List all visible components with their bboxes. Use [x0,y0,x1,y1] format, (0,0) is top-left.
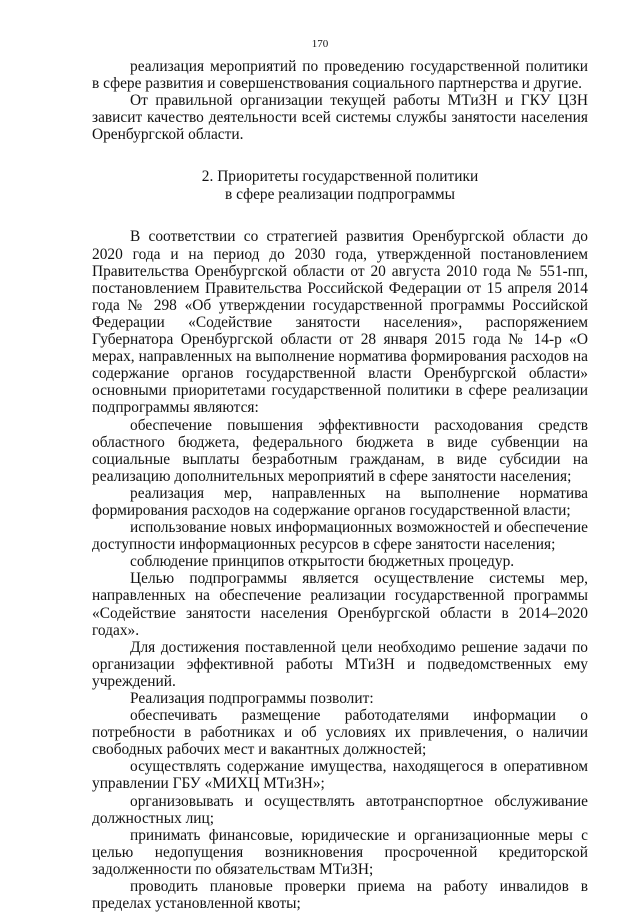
list-item: организовывать и осуществлять автотранспортное обслуживание должностных лиц; [92,792,588,827]
list-item: обеспечение повышения эффективности расходования средств областного бюджета, федерального бюджета в виде субвенции на социальные выплаты безработным гражданам, в виде субсидии на реализацию дополнительных мероприятий в сфере занятости населения; [92,416,588,485]
page-content [92,58,588,912]
list-item: реализация мер, направленных на выполнение норматива формирования расходов на содержание органов государственной власти; [92,484,588,519]
list-item: проводить плановые проверки приема на работу инвалидов в пределах установленной квоты; [92,878,588,912]
section-heading-line: в сфере реализации подпрограммы [225,186,455,204]
paragraph: От правильной организации текущей работы МТиЗН и ГКУ ЦЗН зависит качество деятельности всей системы службы занятости населения Оренбургской области. [92,92,588,144]
list-item: использование новых информационных возможностей и обеспечение доступности информационных ресурсов в сфере занятости населения; [92,519,588,554]
paragraph: Для достижения поставленной цели необходимо решение задачи по организации эффективной работы МТиЗН и подведомственных ему учреждений. [92,638,588,690]
paragraph: реализация мероприятий по проведению государственной политики в сфере развития и совершенствования социального партнерства и другие. [92,58,588,93]
section-heading-line: 2. Приоритеты государственной политики [201,168,479,186]
page-number: 170 [311,38,329,50]
list-item: принимать финансовые, юридические и организационные меры с целью недопущения возникновения просроченной кредиторской задолженности по обязательствам МТиЗН; [92,826,588,878]
list-item: обеспечивать размещение работодателями информации о потребности в работниках и об условиях их привлечения, о наличии свободных рабочих мест и вакантных должностей; [92,707,588,759]
paragraph: Целью подпрограммы является осуществление системы мер, направленных на обеспечение реализации государственной программы «Содействие занятости населения Оренбургской области в 2014–2020 годах». [92,570,588,639]
section-heading [92,168,588,204]
paragraph: В соответствии со стратегией развития Оренбургской области до 2020 года и на период до 2030 года, утвержденной постановлением Правительства Оренбургской области от 20 августа 2010 года № 551-пп, постановлением Правительства Российской Федерации от 15 апреля 2014 года № 298 «Об утверждении государственной программы Российской Федерации «Содействие занятости населения», распоряжением Губернатора Оренбургской области от 28 января 2015 года № 14-р «О мерах, направленных на выполнение норматива формирования расходов на содержание органов государственной власти Оренбургской области» основными приоритетами государственной политики в сфере реализации подпрограммы являются: [92,228,588,417]
paragraph: Реализация подпрограммы позволит: [130,690,374,707]
list-item: соблюдение принципов открытости бюджетных процедур. [130,553,515,571]
list-item: осуществлять содержание имущества, находящегося в оперативном управлении ГБУ «МИХЦ МТиЗН»; [92,758,588,793]
